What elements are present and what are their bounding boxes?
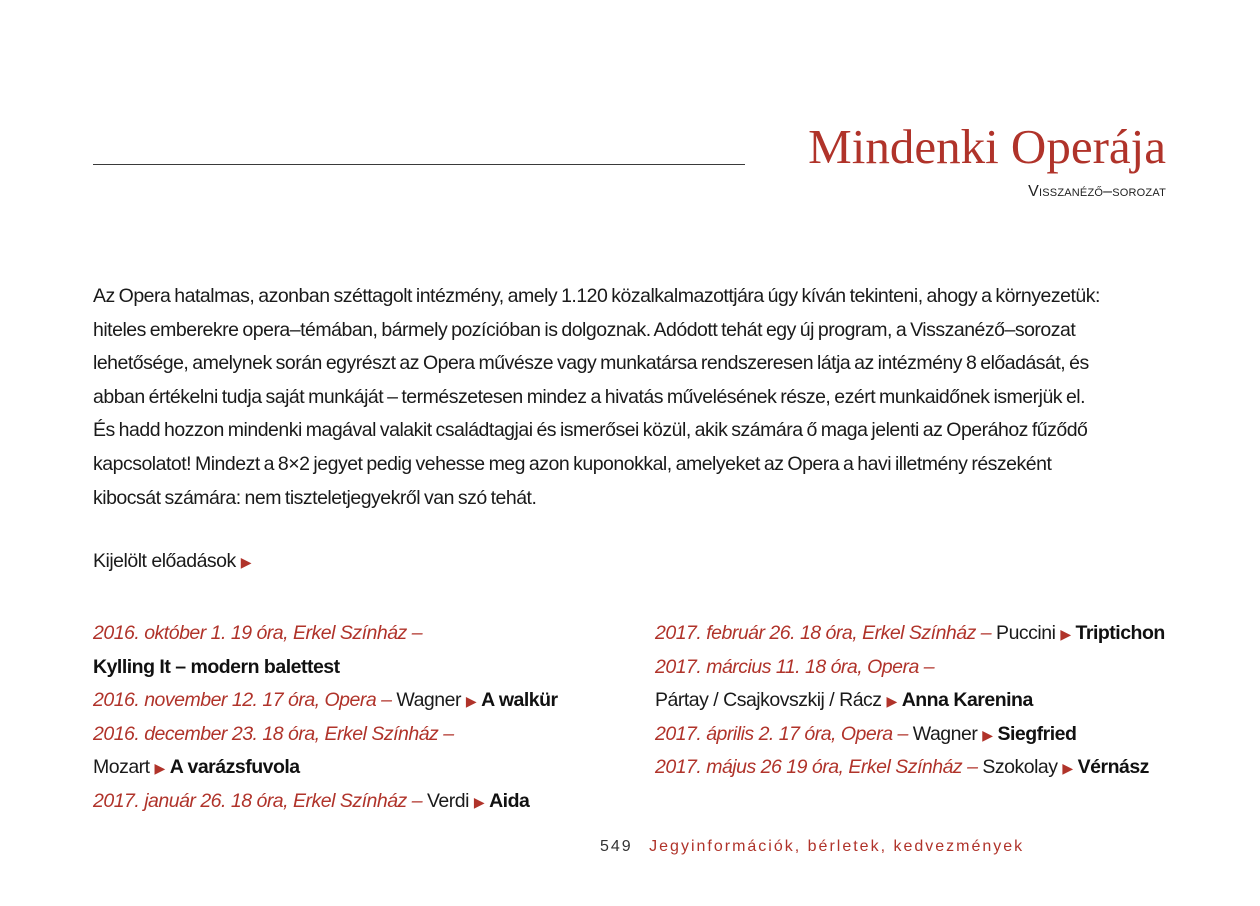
- performance-title: A walkür: [481, 689, 558, 711]
- selected-label-text: Kijelölt előadások: [93, 550, 236, 572]
- performance-composer: Puccini: [991, 622, 1061, 644]
- performance-title: Kylling It – modern balettest: [93, 655, 340, 678]
- performance-line: [93, 651, 653, 685]
- performance-composer: Mozart: [93, 756, 155, 778]
- triangle-arrow-icon: ▶: [1060, 626, 1071, 642]
- intro-line: lehetősége, amelynek során egyrészt az Opera művésze vagy munkatársa rendszeresen látja az intézmény 8 előadását, és: [93, 352, 1089, 375]
- performance-composer: Wagner: [907, 722, 983, 745]
- page-subtitle: Visszanéző–sorozat: [1028, 183, 1166, 200]
- intro-line: kibocsát számára: nem tiszteletjegyekről van szó tehát.: [93, 486, 537, 509]
- performance-line: [93, 751, 653, 785]
- triangle-arrow-icon: ▶: [1062, 760, 1073, 776]
- triangle-arrow-icon: ▶: [240, 554, 251, 570]
- triangle-arrow-icon: ▶: [465, 693, 477, 709]
- performance-composer: Wagner: [391, 689, 466, 711]
- intro-paragraph: [93, 280, 1173, 515]
- performance-list-left: [93, 617, 653, 818]
- performance-line: [655, 651, 1215, 685]
- triangle-arrow-icon: ▶: [886, 693, 897, 709]
- performance-line: [93, 684, 653, 718]
- footer-section-title: Jegyinformációk, bérletek, kedvezmények: [649, 838, 1025, 855]
- page-number: 549: [600, 838, 633, 855]
- intro-line: És hadd hozzon mindenki magával valakit családtagjai és ismerősei közül, akik számára ő maga jelenti az Operához fűződő: [93, 419, 1088, 442]
- performance-title: Aida: [489, 789, 530, 812]
- performance-date: 2016. december 23. 18 óra, Erkel Színház –: [93, 722, 454, 745]
- performance-composer: Verdi: [422, 789, 474, 812]
- performance-title: Anna Karenina: [901, 689, 1033, 711]
- performance-composer: Pártay / Csajkovszkij / Rácz: [655, 689, 887, 711]
- performance-line: [93, 718, 653, 752]
- triangle-arrow-icon: ▶: [473, 793, 485, 810]
- performance-title: Vérnász: [1077, 756, 1149, 778]
- header-rule: [93, 164, 745, 165]
- triangle-arrow-icon: ▶: [982, 726, 993, 743]
- intro-line: kapcsolatot! Mindezt a 8×2 jegyet pedig vehesse meg azon kuponokkal, amelyeket az Opera a havi illetmény részeként: [93, 452, 1052, 475]
- performance-date: 2017. március 11. 18 óra, Opera –: [655, 655, 935, 678]
- performance-line: [655, 751, 1215, 785]
- intro-line: hiteles emberekre opera–témában, bármely pozícióban is dolgoznak. Adódott tehát egy új program, a Visszanéző–sorozat: [93, 318, 1076, 341]
- intro-line: Az Opera hatalmas, azonban széttagolt intézmény, amely 1.120 közalkalmazottjára úgy kíván tekinteni, ahogy a környezetük:: [93, 285, 1100, 307]
- performance-line: [655, 718, 1215, 752]
- performance-date: 2016. október 1. 19 óra, Erkel Színház –: [93, 622, 423, 644]
- page-title: Mindenki Operája: [808, 119, 1166, 174]
- performance-date: 2016. november 12. 17 óra, Opera –: [93, 689, 392, 711]
- performance-line: [93, 785, 653, 819]
- performance-title: Siegfried: [997, 722, 1077, 745]
- performance-title: A varázsfuvola: [169, 756, 300, 778]
- performance-composer: Szokolay: [977, 756, 1063, 778]
- performance-list-right: [655, 617, 1215, 785]
- performance-line: [93, 617, 653, 651]
- performance-title: Triptichon: [1075, 622, 1165, 644]
- intro-line: abban értékelni tudja saját munkáját – természetesen mindez a hivatás művelésének része, ezért munkaidőnek ismerjük el.: [93, 385, 1086, 408]
- performance-line: [655, 617, 1215, 651]
- performance-date: 2017. február 26. 18 óra, Erkel Színház –: [655, 622, 992, 644]
- selected-performances-label: [93, 550, 251, 573]
- triangle-arrow-icon: ▶: [154, 760, 165, 776]
- performance-date: 2017. április 2. 17 óra, Opera –: [655, 722, 908, 745]
- performance-date: 2017. május 26 19 óra, Erkel Színház –: [655, 756, 978, 778]
- performance-date: 2017. január 26. 18 óra, Erkel Színház –: [93, 789, 423, 812]
- performance-line: [655, 684, 1215, 718]
- page-footer: [600, 838, 1024, 856]
